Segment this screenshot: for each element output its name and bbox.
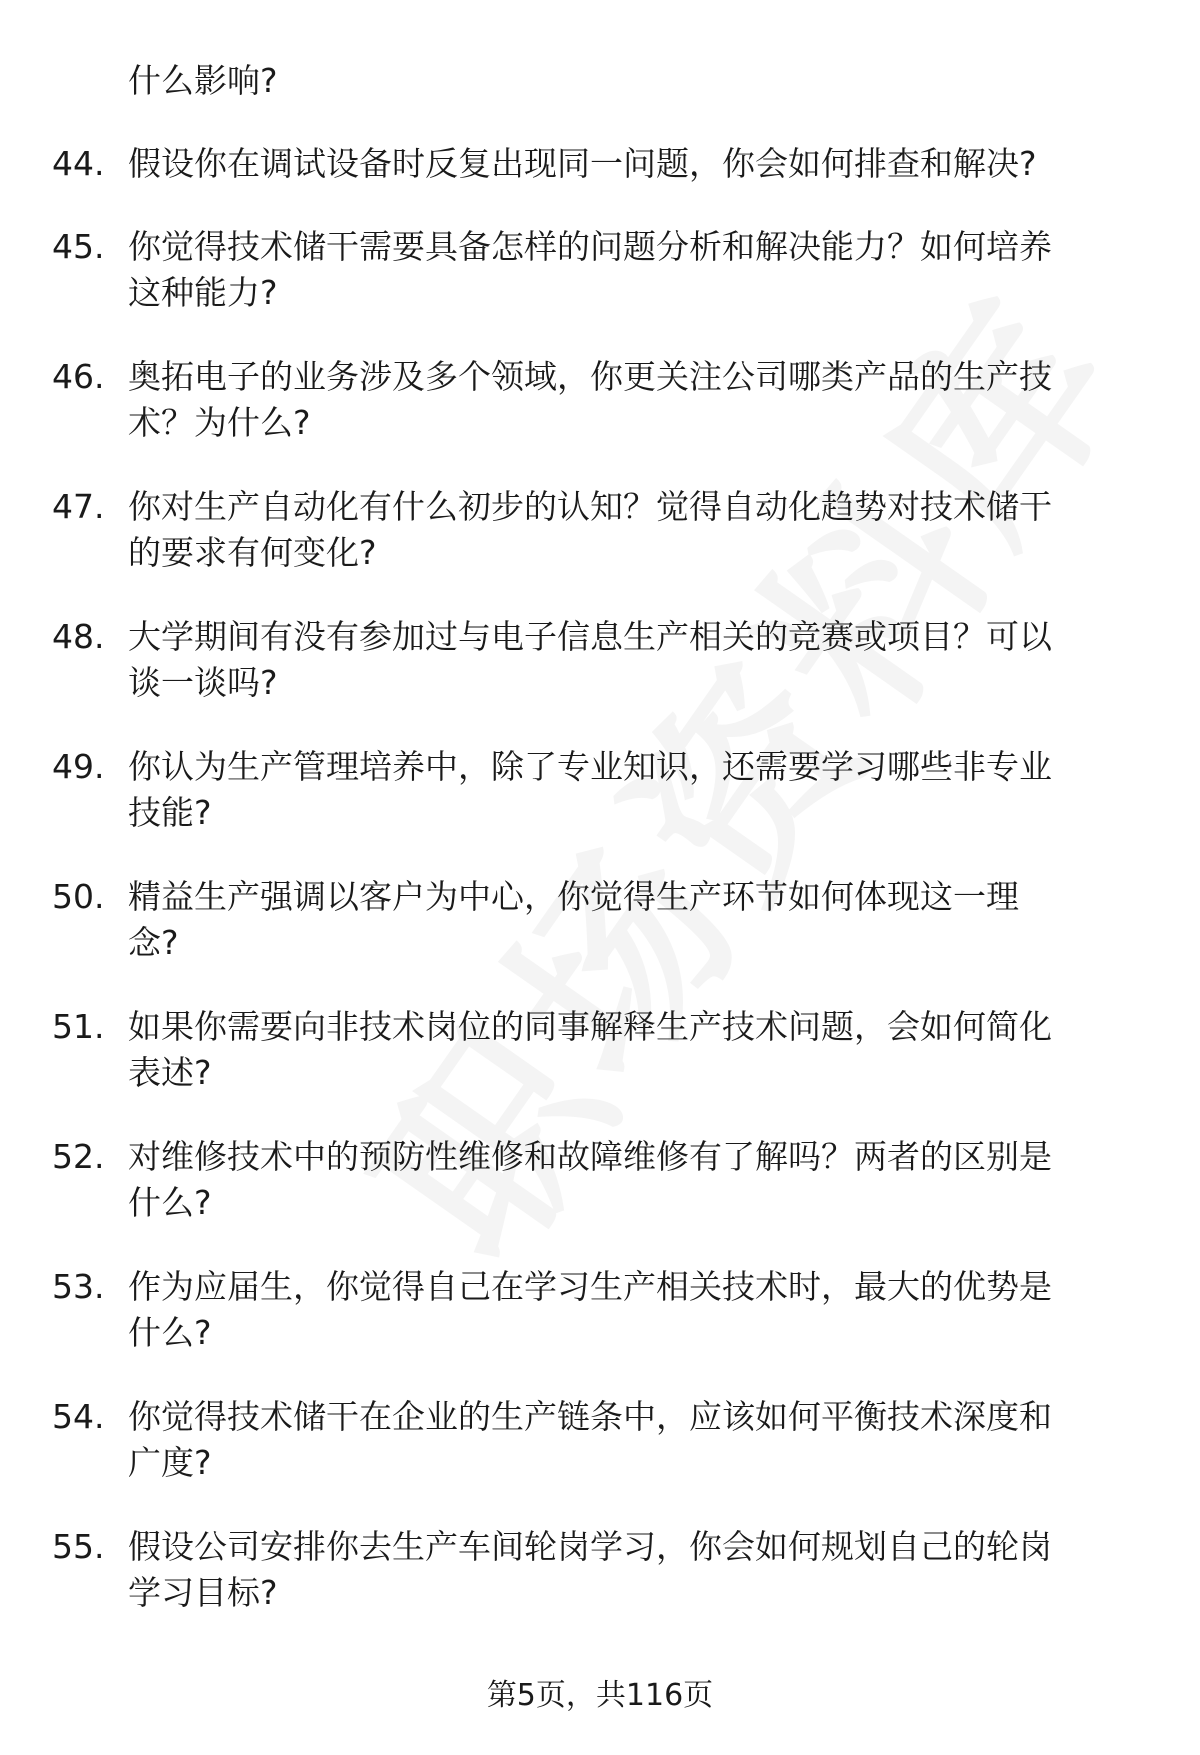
question-text [128,1524,1148,1616]
list-item [0,1264,1200,1394]
question-number: 50. [52,877,105,916]
list-item [0,1394,1200,1524]
question-number: 51. [52,1007,105,1046]
question-text [128,1134,1148,1226]
list-item [0,744,1200,874]
list-item [0,141,1200,224]
question-number: 53. [52,1267,105,1306]
question-number: 47. [52,487,105,526]
question-line: 什么? [128,1183,212,1222]
question-line: 广度? [128,1443,212,1482]
question-line: 作为应届生，你觉得自己在学习生产相关技术时，最大的优势是 [128,1267,1052,1306]
list-item [0,874,1200,1004]
list-item [0,484,1200,614]
list-item [0,1524,1200,1654]
list-item [0,354,1200,484]
question-text [128,354,1148,446]
question-line: 技能? [128,793,212,832]
question-line: 精益生产强调以客户为中心，你觉得生产环节如何体现这一理 [128,877,1019,916]
question-text [128,1004,1148,1096]
list-item [0,224,1200,354]
question-number: 46. [52,357,105,396]
question-line: 的要求有何变化? [128,533,377,572]
question-line: 假设你在调试设备时反复出现同一问题，你会如何排查和解决? [128,144,1037,183]
question-text [128,744,1148,836]
question-text [128,1394,1148,1486]
question-line: 什么? [128,1313,212,1352]
question-line: 术？为什么? [128,403,311,442]
question-number: 45. [52,227,105,266]
question-number: 55. [52,1527,105,1566]
question-text [128,874,1148,966]
question-number: 49. [52,747,105,786]
question-line: 谈一谈吗? [128,663,278,702]
question-line: 你觉得技术储干在企业的生产链条中，应该如何平衡技术深度和 [128,1397,1052,1436]
question-line: 表述? [128,1053,212,1092]
question-text [128,141,1148,187]
question-line: 大学期间有没有参加过与电子信息生产相关的竞赛或项目？可以 [128,617,1052,656]
question-text [128,614,1148,706]
list-item [0,614,1200,744]
question-line: 念? [128,923,179,962]
question-line: 奥拓电子的业务涉及多个领域，你更关注公司哪类产品的生产技 [128,357,1052,396]
question-number: 44. [52,144,105,183]
question-text [128,1264,1148,1356]
question-text [128,224,1148,316]
list-item [0,1134,1200,1264]
question-text [128,484,1148,576]
list-item [0,1004,1200,1134]
question-line: 你对生产自动化有什么初步的认知？觉得自动化趋势对技术储干 [128,487,1052,526]
question-line: 如果你需要向非技术岗位的同事解释生产技术问题，会如何简化 [128,1007,1052,1046]
question-list [0,141,1200,1654]
question-line: 你觉得技术储干需要具备怎样的问题分析和解决能力？如何培养 [128,227,1052,266]
question-number: 54. [52,1397,105,1436]
question-line: 对维修技术中的预防性维修和故障维修有了解吗？两者的区别是 [128,1137,1052,1176]
page-footer: 第5页，共116页 [486,1678,714,1713]
question-line: 你认为生产管理培养中，除了专业知识，还需要学习哪些非专业 [128,747,1052,786]
question-line: 假设公司安排你去生产车间轮岗学习，你会如何规划自己的轮岗 [128,1527,1052,1566]
question-number: 52. [52,1137,105,1176]
question-line: 学习目标? [128,1573,278,1612]
question-line: 这种能力? [128,273,278,312]
continuation-text: 什么影响? [128,61,278,100]
question-number: 48. [52,617,105,656]
